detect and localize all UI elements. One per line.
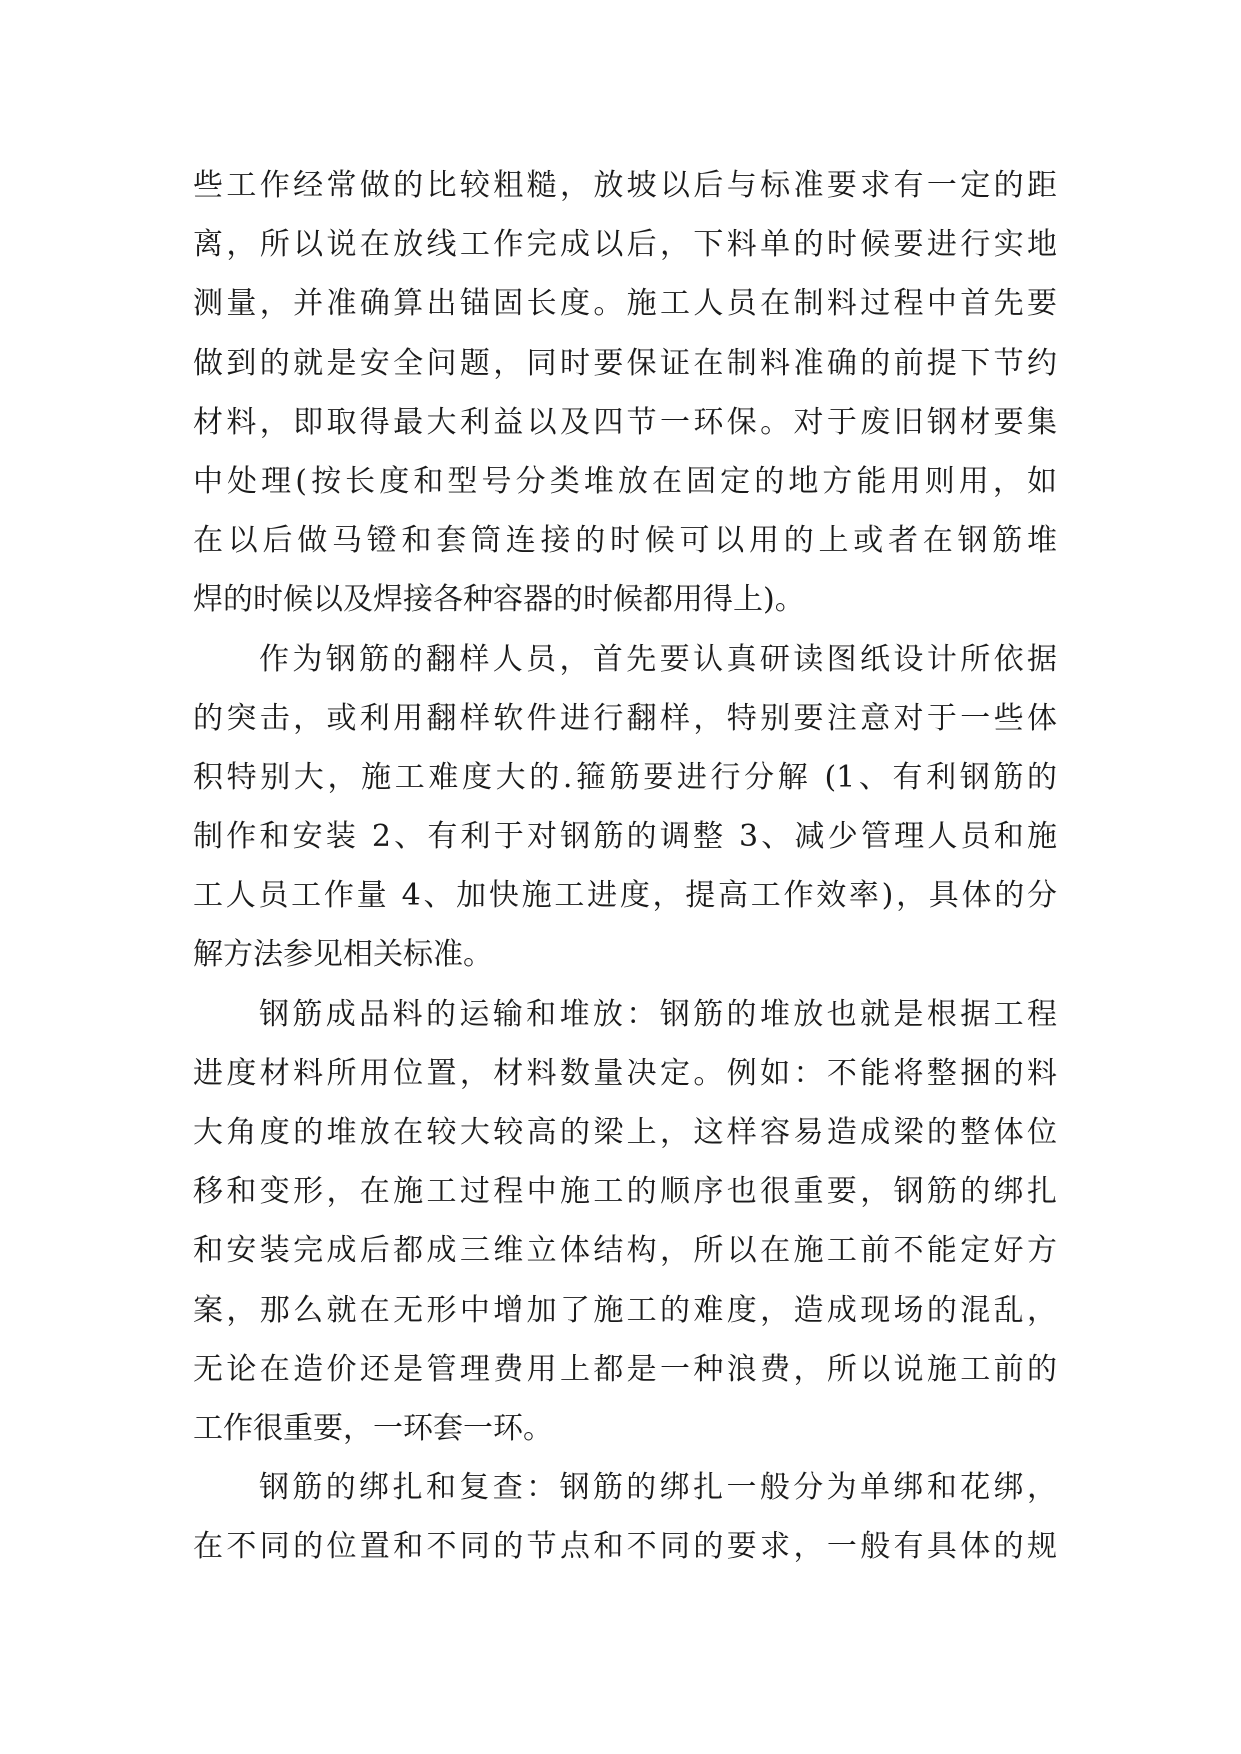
document-body [193,156,1057,1577]
text-line: 无论在造价还是管理费用上都是一种浪费，所以说施工前的 [193,1351,1057,1387]
text-line: 在不同的位置和不同的节点和不同的要求，一般有具体的规 [193,1529,1057,1565]
text-line: 作为钢筋的翻样人员，首先要认真研读图纸设计所依据 [259,641,1057,677]
text-line: 些工作经常做的比较粗糙，放坡以后与标准要求有一定的距 [193,168,1057,203]
text-line: 工作很重要，一环套一环。 [193,1410,553,1446]
text-line: 工人员工作量 4、加快施工进度，提高工作效率)，具体的分 [193,878,1057,914]
text-line: 解方法参见相关标准。 [193,937,493,973]
text-line: 中处理(按长度和型号分类堆放在固定的地方能用则用，如 [193,463,1057,499]
text-line: 离，所以说在放线工作完成以后，下料单的时候要进行实地 [193,227,1057,263]
text-line: 的突击，或利用翻样软件进行翻样，特别要注意对于一些体 [193,700,1057,736]
text-line: 钢筋成品料的运输和堆放：钢筋的堆放也就是根据工程 [259,996,1057,1032]
text-line: 钢筋的绑扎和复查：钢筋的绑扎一般分为单绑和花绑， [259,1470,1057,1506]
text-line: 做到的就是安全问题，同时要保证在制料准确的前提下节约 [193,345,1057,381]
text-line: 进度材料所用位置，材料数量决定。例如：不能将整捆的料 [193,1055,1057,1091]
paragraph [193,156,1057,630]
text-line: 移和变形，在施工过程中施工的顺序也很重要，钢筋的绑扎 [193,1174,1057,1210]
paragraph [193,630,1057,985]
text-line: 测量，并准确算出锚固长度。施工人员在制料过程中首先要 [193,286,1057,322]
text-line: 和安装完成后都成三维立体结构，所以在施工前不能定好方 [193,1233,1057,1269]
text-line: 在以后做马镫和套筒连接的时候可以用的上或者在钢筋堆 [193,523,1057,559]
text-line: 制作和安装 2、有利于对钢筋的调整 3、减少管理人员和施 [193,819,1057,855]
text-line: 案，那么就在无形中增加了施工的难度，造成现场的混乱， [193,1292,1057,1328]
text-line: 焊的时候以及焊接各种容器的时候都用得上)。 [193,582,805,618]
paragraph [193,985,1057,1459]
text-line: 材料，即取得最大利益以及四节一环保。对于废旧钢材要集 [193,404,1057,440]
paragraph [193,1458,1057,1576]
text-line: 积特别大，施工难度大的.箍筋要进行分解 (1、有利钢筋的 [193,759,1057,795]
text-line: 大角度的堆放在较大较高的梁上，这样容易造成梁的整体位 [193,1115,1057,1150]
